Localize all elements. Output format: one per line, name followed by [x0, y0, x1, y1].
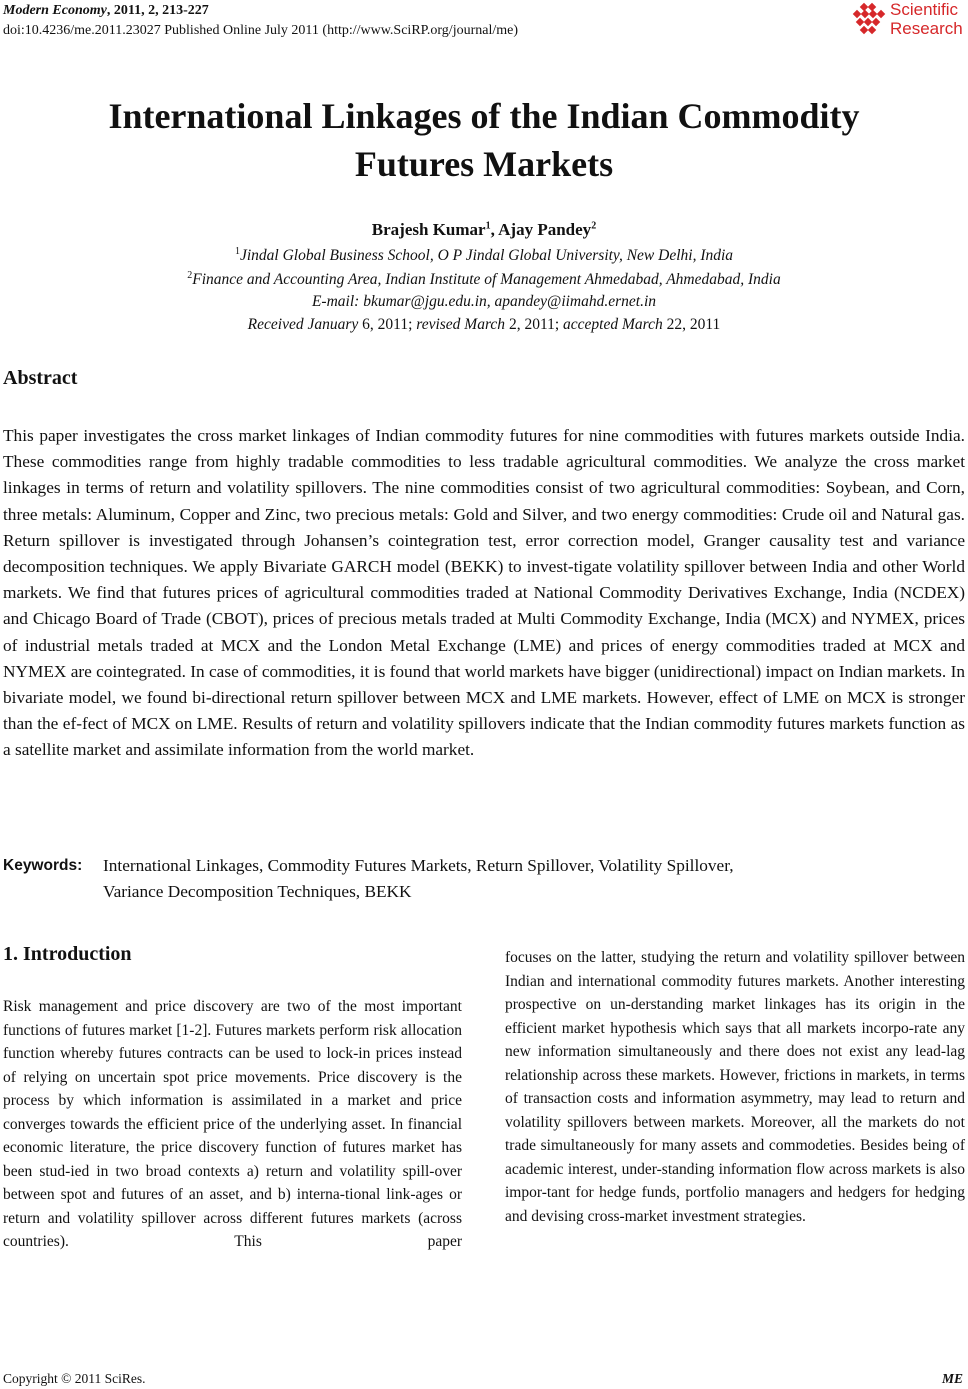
copyright-notice: Copyright © 2011 SciRes.: [3, 1371, 146, 1386]
scirp-logo-icon: [848, 2, 886, 38]
publisher-logo: [848, 0, 968, 44]
email-addresses: : bkumar@jgu.edu.in, apandey@iimahd.ernet.in: [354, 293, 657, 310]
email-label: E-mail: [311, 293, 355, 310]
logo-line2: Research: [890, 19, 963, 38]
author-affil-marker: 1: [485, 220, 491, 232]
journal-volume: , 2011, 2, 213-227: [106, 3, 209, 18]
journal-abbreviation: ME: [941, 1371, 963, 1386]
received-date: 6, 2011;: [358, 316, 417, 333]
journal-name: Modern Economy: [3, 3, 107, 18]
author-affil-marker: 2: [591, 220, 597, 232]
introduction-column-right: focuses on the latter, studying the return and volatility spillover between Indian and international commodity futures markets. Another interesting prospective on un-derstanding market linkages has its origin in the efficient market hypothesis which says that all markets incorpo-rate any new information simultaneously and there does not exist any lead-lag relationship across these markets. However, frictions in markets, in terms of transaction costs and information asymmetry, may lead to return and volatility spillovers between markets. Moreover, all the markets do not trade simultaneously for many assets and commodeties. Besides being of academic interest, under-standing information flow across markets is also impor-tant for hedge funds, portfolio managers and hedgers for hedging and devising cross-market investment strategies.: [505, 949, 965, 1225]
affiliation: [0, 246, 968, 265]
accepted-date: 22, 2011: [662, 316, 721, 333]
affiliation-marker: 1: [234, 246, 240, 257]
title-line2: Futures Markets: [354, 144, 614, 184]
abstract-text: This paper investigates the cross market linkages of Indian commodity futures for nine commodities with futures markets outside India. These commodities range from highly tradable commodities to less tradable agricultural commodities. We analyze the cross market linkages in terms of return and volatility spillovers. The nine commodities consist of two agricultural commodities: Soybean, and Corn, three metals: Aluminum, Copper and Zinc, two precious metals: Gold and Silver, and two energy commodities: Crude oil and Natural gas. Return spillover is investigated through Johansen’s cointegration test, error correction model, Granger causality test and variance decomposition techniques. We apply Bivariate GARCH model (BEKK) to invest-tigate volatility spillover between India and other World markets. We find that futures prices of agricultural commodities traded at National Commodity Derivatives Exchange, India (NCDEX) and Chicago Board of Trade (CBOT), prices of precious metals traded at Multi Commodity Exchange, India (MCX) and NYMEX, prices of industrial metals traded at MCX and the London Metal Exchange (LME) and prices of energy commodities traded at MCX and NYMEX are cointegrated. In case of commodities, it is found that world markets have bigger (unidirectional) impact on Indian markets. In bivariate model, we found bi-directional return spillover between MCX and LME markets. However, effect of LME on MCX is stronger than the ef-fect of MCX on LME. Results of return and volatility spillovers indicate that the Indian commodity futures markets function as a satellite market and assimilate information from the world market.: [3, 426, 965, 760]
accepted-label: accepted March: [563, 316, 663, 333]
introduction-column-left: Risk management and price discovery are two of the most important functions of futures market [1-2]. Futures markets perform risk allocation function whereby futures contracts can be used to lock-in prices instead of relying on uncertain spot price movements. Price discovery is the process by which information is assimilated in a market and price converges towards the efficient price of the underlying asset. In financial economic literature, the price discovery function of futures market has been stud-ied in two broad contexts a) return and volatility spill-over between spot and futures of an asset, and b) interna-tional link-ages or return and volatility spillover across different futures markets (across countries). This paper: [3, 998, 462, 1250]
journal-citation: [3, 3, 209, 19]
revised-date: 2, 2011;: [505, 316, 564, 333]
keywords-line2: Variance Decomposition Techniques, BEKK: [103, 882, 412, 901]
doi-line: doi:10.4236/me.2011.23027 Published Online July 2011 (http://www.SciRP.org/journal/me): [3, 23, 519, 38]
keywords-line1: International Linkages, Commodity Futures Markets, Return Spillover, Volatility Spillover,: [103, 856, 734, 875]
logo-line1: Scientific: [890, 0, 959, 19]
affiliation-text: Finance and Accounting Area, Indian Institute of Management Ahmedabad, Ahmedabad, India: [192, 271, 781, 289]
author-separator: ,: [490, 220, 499, 239]
paper-title: [0, 92, 968, 188]
author-name: Brajesh Kumar: [371, 220, 486, 239]
author-name: Ajay Pandey: [498, 220, 592, 239]
affiliation-marker: 2: [187, 270, 193, 281]
received-label: Received January: [247, 316, 359, 333]
revised-label: revised March: [416, 316, 506, 333]
keywords-label: Keywords:: [3, 857, 83, 874]
publisher-logo-text: [890, 0, 963, 38]
received-dates: [0, 316, 968, 334]
author-list: [0, 220, 968, 240]
section-heading-introduction: 1. Introduction: [3, 943, 132, 965]
affiliation: [0, 270, 968, 289]
title-line1: International Linkages of the Indian Commodity: [108, 96, 860, 136]
email-line: [0, 293, 968, 311]
abstract-heading: Abstract: [3, 367, 78, 389]
affiliation-text: Jindal Global Business School, O P Jindal Global University, New Delhi, India: [239, 247, 734, 265]
